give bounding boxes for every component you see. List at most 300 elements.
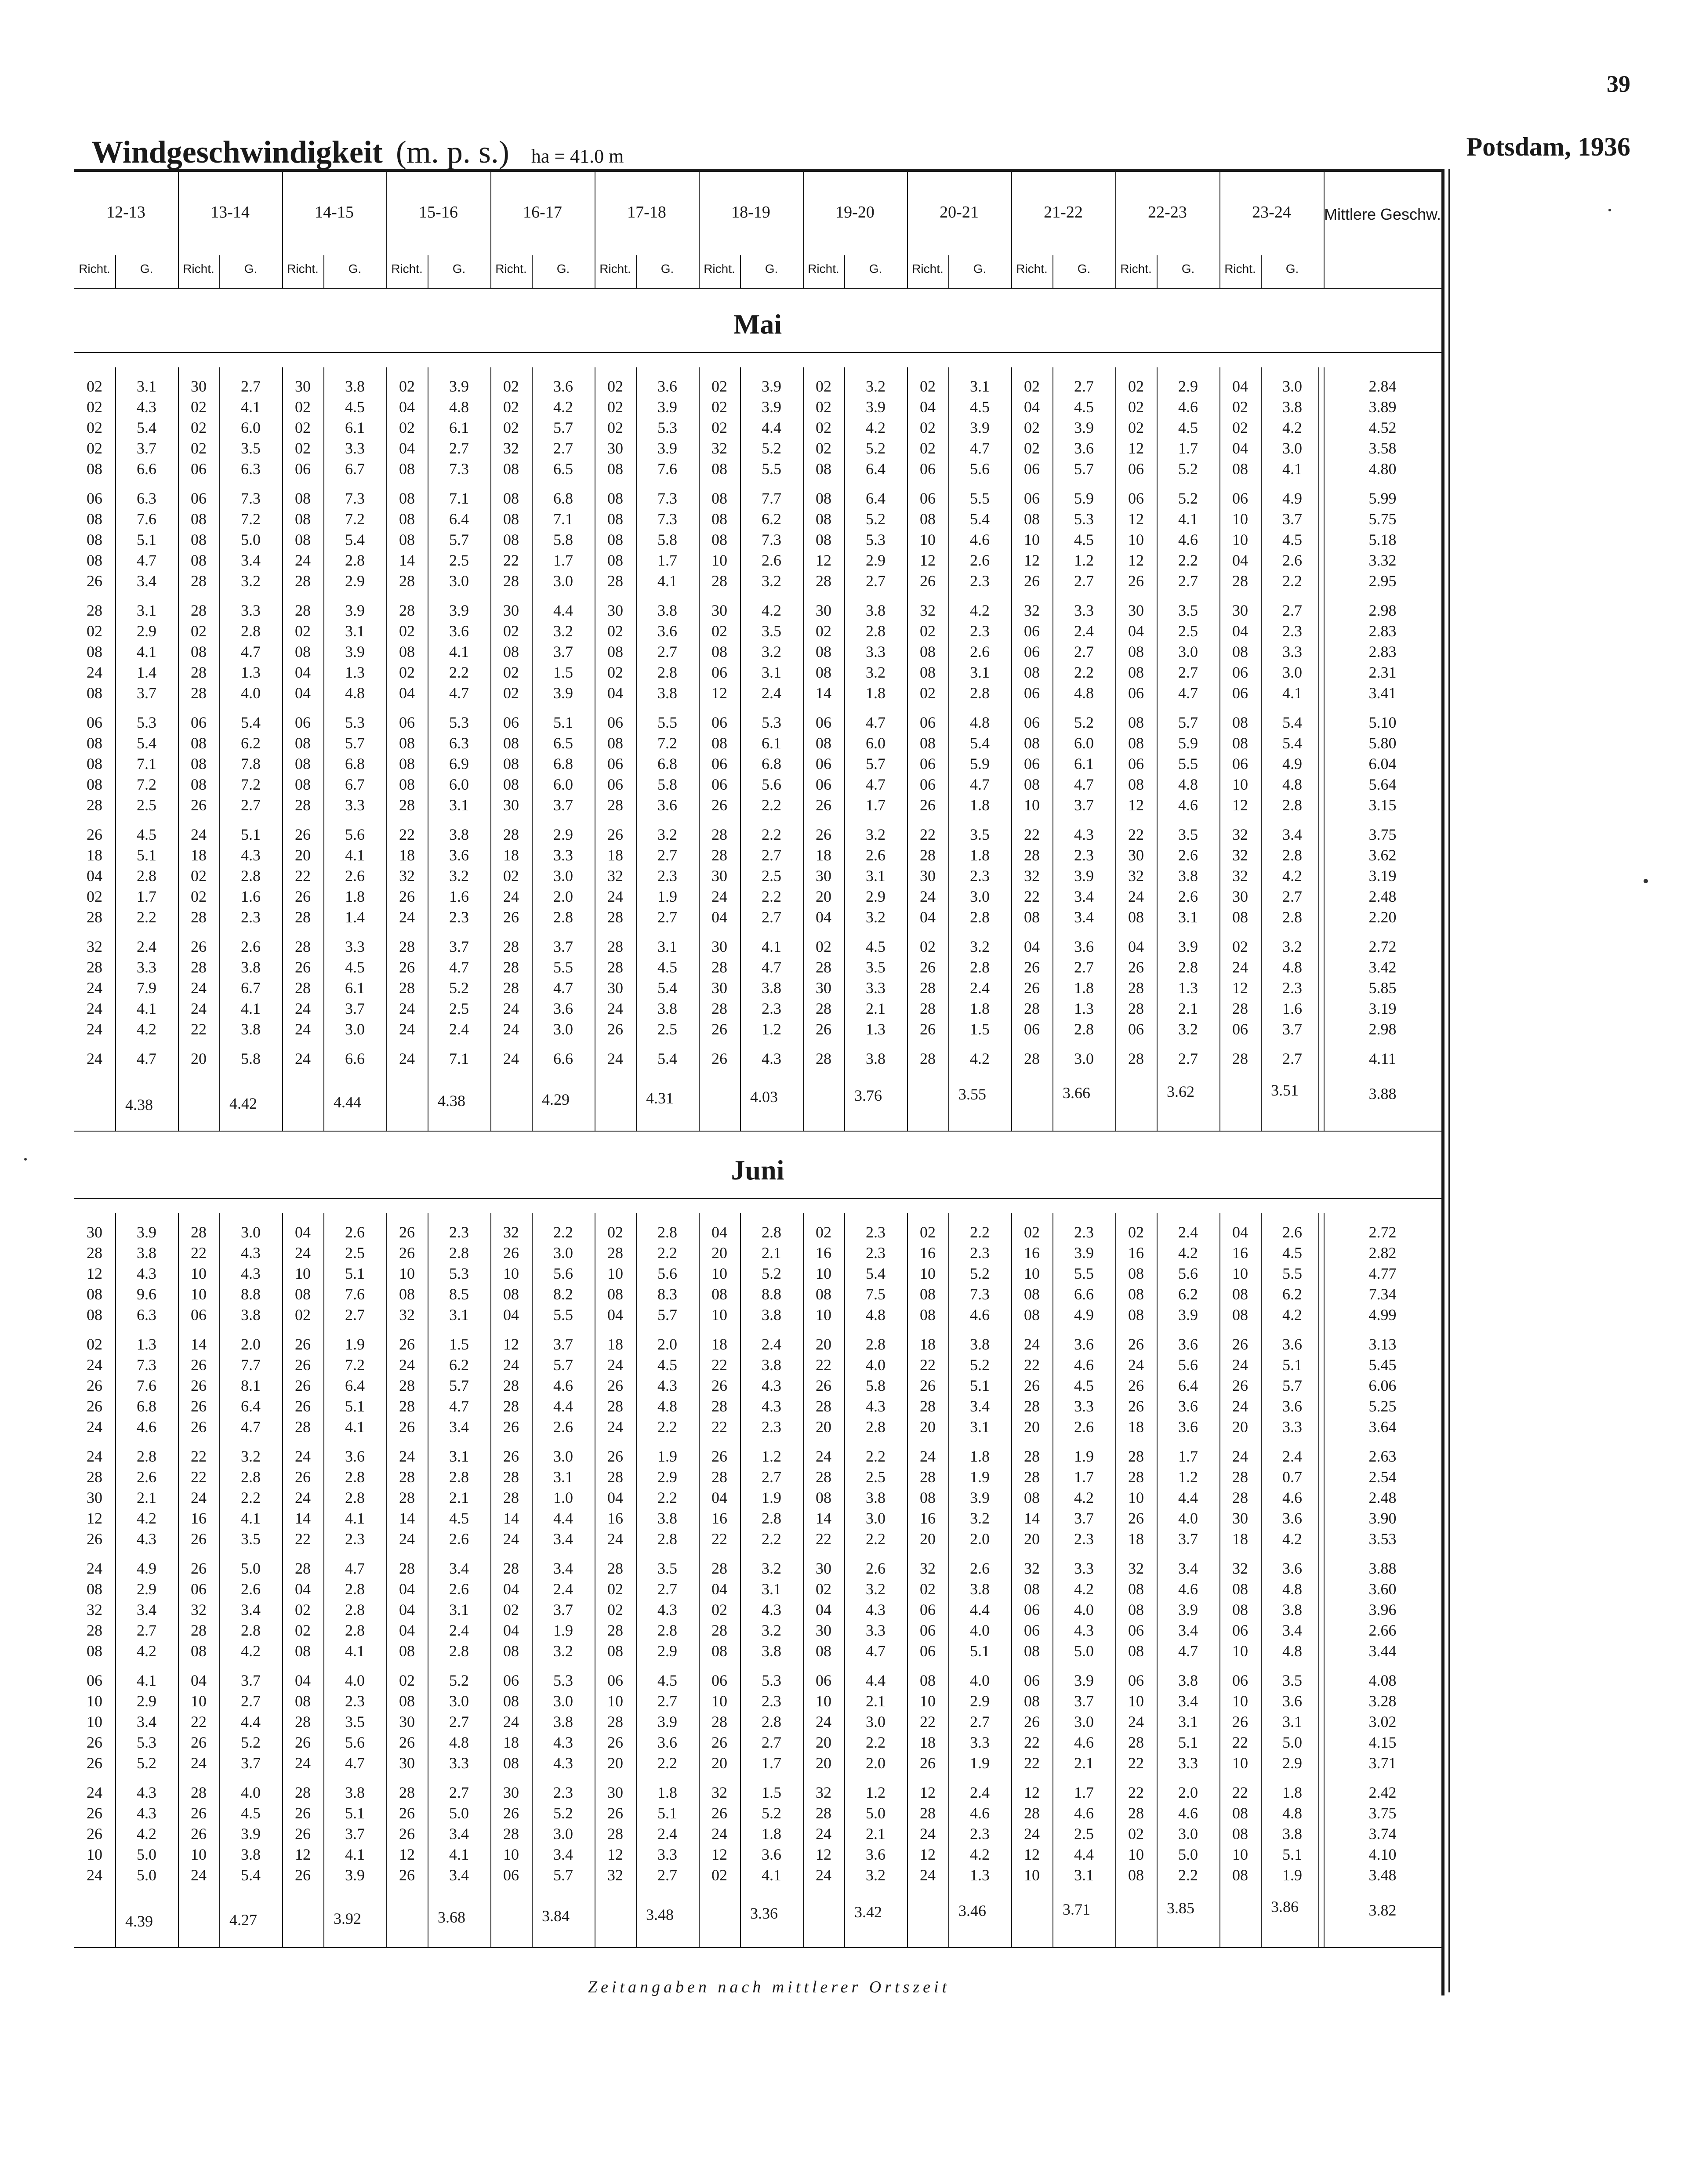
direction-cell: 24 [607, 1050, 623, 1067]
direction-cell: 28 [1232, 1050, 1248, 1067]
rule-line [1011, 1213, 1012, 1947]
direction-cell: 08 10 22 18 26 [920, 1672, 936, 1772]
rule-line [532, 255, 533, 288]
speed-cell: 5.9 5.3 4.5 1.2 2.7 [1074, 490, 1094, 590]
rule-line [282, 1213, 283, 1947]
speed-cell: 2.2 2.7 2.5 2.2 2.7 [762, 826, 781, 926]
direction-cell: 28 26 26 12 26 [399, 1784, 415, 1884]
direction-cell: 18 24 26 28 24 [607, 1335, 623, 1436]
daily-mean-cell: 3.13 5.45 6.06 5.25 3.64 [1368, 1335, 1397, 1436]
speed-cell: 2.9 3.3 3.0 2.0 2.8 [553, 826, 573, 926]
direction-cell: 02 26 28 28 26 [920, 938, 936, 1038]
speed-cell: 3.4 2.4 3.7 1.9 3.2 [553, 1560, 573, 1660]
direction-cell: 28 02 02 28 08 [607, 1560, 623, 1660]
hourly-mean: 3.46 [958, 1902, 986, 1919]
month-title: Juni [731, 1154, 784, 1186]
daily-mean-cell: 5.10 5.80 6.04 5.64 3.15 [1368, 714, 1397, 814]
speed-cell: 3.9 3.6 4.1 2.2 4.7 [449, 602, 469, 702]
direction-cell: 20 [191, 1050, 207, 1067]
direction-cell: 28 28 30 24 26 [607, 938, 623, 1038]
speed-cell: 5.1 6.5 6.8 6.0 3.7 [553, 714, 573, 814]
direction-cell: 04 24 10 08 02 [295, 1223, 311, 1324]
speed-header: G. [1285, 262, 1299, 276]
rule-line [699, 1213, 700, 1947]
rule-line [740, 255, 741, 288]
speed-cell: 3.3 4.2 4.0 4.3 5.0 [1074, 1560, 1094, 1660]
hourly-mean: 3.86 [1271, 1898, 1299, 1916]
richt-header: Richt. [183, 262, 214, 276]
hourly-mean: 3.36 [750, 1905, 778, 1922]
rule-line [636, 367, 637, 1131]
direction-cell: 30 02 08 02 04 [607, 602, 623, 702]
direction-cell: 12 28 24 12 10 [1024, 1784, 1040, 1884]
direction-cell: 02 16 10 08 08 [1024, 1223, 1040, 1324]
speed-cell: 3.1 4.5 3.9 4.7 5.6 [970, 377, 990, 478]
direction-cell: 26 26 26 26 28 [295, 1335, 311, 1436]
speed-cell: 3.2 2.8 2.2 4.1 3.5 [241, 1448, 261, 1548]
direction-cell: 08 08 08 14 28 [399, 490, 415, 590]
rule-line [948, 367, 949, 1131]
speed-cell: 7.3 7.3 5.8 1.7 4.1 [657, 490, 677, 590]
rule-line [1052, 1213, 1053, 1947]
speed-cell: 3.6 2.7 1.8 1.3 2.8 [1074, 938, 1094, 1038]
direction-cell: 28 04 04 04 08 [399, 1560, 415, 1660]
direction-cell: 02 02 02 12 06 [1128, 377, 1144, 478]
direction-cell: 02 02 02 02 08 [87, 377, 102, 478]
overall-mean: 3.88 [1368, 1085, 1397, 1103]
direction-cell: 26 26 10 08 32 [399, 1223, 415, 1324]
direction-cell: 26 24 28 28 26 [399, 1335, 415, 1436]
direction-cell: 28 02 08 24 08 [87, 602, 102, 702]
direction-cell: 02 24 26 26 24 [87, 1335, 102, 1436]
speed-cell: 5.4 6.2 7.8 7.2 2.7 [241, 714, 261, 814]
direction-cell: 04 02 02 04 08 [1232, 377, 1248, 478]
direction-cell: 24 26 24 14 22 [295, 1448, 311, 1548]
hourly-mean: 3.51 [1271, 1081, 1299, 1099]
direction-cell: 26 [711, 1050, 727, 1067]
direction-cell: 04 08 28 26 24 [295, 1672, 311, 1772]
direction-cell: 28 26 28 24 24 [399, 938, 415, 1038]
direction-cell: 24 [399, 1050, 415, 1067]
direction-cell: 26 28 04 16 22 [711, 1448, 727, 1548]
direction-cell: 28 04 02 04 08 [503, 1560, 519, 1660]
direction-cell: 02 08 30 26 30 [399, 1672, 415, 1772]
month-title: Mai [733, 308, 782, 340]
speed-cell: 1.9 7.2 6.4 5.1 4.1 [345, 1335, 365, 1436]
page-title [91, 134, 624, 171]
rule-line [1052, 367, 1053, 1131]
speed-cell: 2.4 3.3 7.9 4.1 4.2 [137, 938, 156, 1038]
speed-cell: 3.5 1.8 2.3 3.0 2.8 [970, 826, 990, 926]
rule-line [323, 255, 324, 288]
direction-cell: 26 18 30 20 04 [816, 826, 831, 926]
hourly-mean: 3.85 [1167, 1899, 1194, 1917]
speed-cell: 4.0 4.5 3.9 3.8 5.4 [241, 1784, 261, 1884]
speed-cell: 3.9 4.8 6.1 2.7 7.3 [449, 377, 469, 478]
speed-cell: 3.5 2.5 3.0 2.7 4.7 [1178, 602, 1198, 702]
speed-cell: 2.9 4.6 4.5 1.7 5.2 [1178, 377, 1198, 478]
rule-line [115, 255, 116, 288]
speed-cell: 3.6 4.2 5.7 2.7 6.5 [553, 377, 573, 478]
rule-line [282, 367, 283, 1131]
speed-cell: 4.2 3.5 3.2 3.1 2.4 [762, 602, 781, 702]
direction-cell: 28 04 02 28 08 [711, 1560, 727, 1660]
speed-cell: 3.7 5.7 4.6 4.4 2.6 [553, 1335, 573, 1436]
hourly-mean: 4.27 [229, 1911, 257, 1929]
print-speck [1608, 209, 1611, 211]
daily-mean-cell: 4.11 [1369, 1050, 1396, 1067]
rule-line [386, 367, 387, 1131]
speed-header: G. [869, 262, 882, 276]
direction-cell: 30 26 28 12 32 [607, 1784, 623, 1884]
direction-cell: 28 [1128, 1050, 1144, 1067]
direction-cell: 06 08 06 08 10 [1024, 714, 1040, 814]
rule-line [1261, 367, 1262, 1131]
hourly-mean: 4.31 [646, 1089, 674, 1107]
rule-line [115, 1213, 116, 1947]
speed-cell: 2.7 [1178, 1050, 1198, 1067]
speed-cell: 4.4 2.1 3.0 2.2 2.0 [866, 1672, 886, 1772]
direction-cell: 06 08 24 18 08 [503, 1672, 519, 1772]
direction-cell: 22 30 32 24 08 [1128, 826, 1144, 926]
richt-header: Richt. [1224, 262, 1256, 276]
speed-cell: 2.7 5.0 3.4 4.1 3.4 [449, 1784, 469, 1884]
direction-cell: 26 20 22 26 28 [295, 826, 311, 926]
rule-line [844, 255, 845, 288]
speed-cell: 4.1 2.9 3.4 5.3 5.2 [137, 1672, 156, 1772]
rule-line [740, 367, 741, 1131]
hourly-mean: 3.68 [438, 1908, 465, 1926]
speed-header: G. [765, 262, 778, 276]
daily-mean-cell: 2.72 2.82 4.77 7.34 4.99 [1368, 1223, 1397, 1324]
direction-cell: 18 22 26 28 20 [920, 1335, 936, 1436]
speed-cell: 2.2 3.0 5.6 8.2 5.5 [553, 1223, 573, 1324]
speed-cell: 5.3 5.7 6.8 6.7 3.3 [345, 714, 365, 814]
speed-header: G. [1077, 262, 1091, 276]
direction-cell: 28 04 02 02 08 [295, 1560, 311, 1660]
speed-cell: 5.0 2.6 3.4 2.8 4.2 [241, 1560, 261, 1660]
speed-cell: 3.8 4.5 6.1 3.3 6.7 [345, 377, 365, 478]
direction-cell: 02 16 10 08 10 [816, 1223, 831, 1324]
daily-mean-cell: 2.42 3.75 3.74 4.10 3.48 [1368, 1784, 1397, 1884]
direction-cell: 22 08 08 10 08 [1232, 1784, 1248, 1884]
speed-cell: 4.2 2.3 2.6 3.1 2.8 [970, 602, 990, 702]
direction-cell: 28 [816, 1050, 831, 1067]
speed-cell: 5.5 7.2 6.8 5.8 3.6 [657, 714, 677, 814]
direction-cell: 04 10 22 26 24 [191, 1672, 207, 1772]
speed-cell: 4.3 2.3 3.9 3.4 3.4 [1074, 826, 1094, 926]
speed-cell: 3.1 2.8 2.1 4.5 2.6 [449, 1448, 469, 1548]
place-year: Potsdam, 1936 [1466, 132, 1630, 161]
direction-cell: 02 28 10 08 04 [607, 1223, 623, 1324]
speed-cell: 3.3 2.4 2.7 2.2 4.8 [1074, 602, 1094, 702]
direction-cell: 24 26 26 10 24 [87, 1784, 102, 1884]
direction-cell: 02 04 02 04 08 [399, 377, 415, 478]
direction-cell: 08 08 08 12 28 [816, 490, 831, 590]
rule-line [907, 367, 908, 1131]
direction-cell: 26 24 26 24 20 [1232, 1335, 1248, 1436]
richt-header: Richt. [287, 262, 319, 276]
direction-cell: 30 04 08 06 06 [1232, 602, 1248, 702]
direction-cell: 24 28 28 30 18 [1232, 1448, 1248, 1548]
rule-line [74, 288, 1441, 289]
direction-cell: 24 28 28 14 24 [399, 1448, 415, 1548]
speed-cell: 2.6 4.5 5.5 6.2 4.2 [1282, 1223, 1302, 1324]
speed-cell: 3.8 5.1 3.7 4.1 3.9 [345, 1784, 365, 1884]
speed-cell: 3.4 2.8 4.2 2.7 2.8 [1282, 826, 1302, 926]
speed-cell: 2.8 2.2 5.6 8.3 5.7 [657, 1223, 677, 1324]
speed-cell: 3.6 4.8 3.8 3.4 4.8 [1282, 1560, 1302, 1660]
direction-cell: 06 08 08 08 28 [87, 714, 102, 814]
speed-cell: 2.7 4.5 3.9 3.6 5.7 [1074, 377, 1094, 478]
rule-line [219, 367, 220, 1131]
rule-line [907, 1213, 908, 1947]
direction-cell: 12 24 28 28 26 [503, 1335, 519, 1436]
speed-cell: 2.6 3.8 4.4 4.0 5.1 [970, 1560, 990, 1660]
hourly-mean: 3.48 [646, 1906, 674, 1923]
direction-cell: 32 08 06 06 08 [1024, 1560, 1040, 1660]
rule-line [1157, 367, 1158, 1131]
richt-header: Richt. [599, 262, 631, 276]
speed-cell: 2.2 2.5 3.8 3.0 2.2 [866, 1448, 886, 1548]
title-main: Windgeschwindigkeit [91, 134, 383, 170]
direction-cell: 22 28 02 10 08 [1128, 1784, 1144, 1884]
daily-mean-cell: 2.84 3.89 4.52 3.58 4.80 [1368, 377, 1397, 478]
direction-cell: 02 04 02 02 06 [1024, 377, 1040, 478]
richt-header: Richt. [912, 262, 944, 276]
richt-header: Richt. [808, 262, 839, 276]
rule-line [115, 367, 116, 1131]
direction-cell: 06 10 24 20 20 [816, 1672, 831, 1772]
speed-cell: 3.2 2.8 2.4 1.8 1.5 [970, 938, 990, 1038]
title-units: (m. p. s.) [396, 134, 509, 170]
direction-cell: 24 08 32 28 08 [87, 1560, 102, 1660]
daily-mean-cell: 2.63 2.54 2.48 3.90 3.53 [1368, 1448, 1397, 1548]
speed-cell: 3.7 5.5 4.7 3.6 3.0 [553, 938, 573, 1038]
speed-header: G. [244, 262, 258, 276]
speed-cell: 3.1 4.5 5.4 3.8 2.5 [657, 938, 677, 1038]
hourly-mean: 3.66 [1063, 1084, 1090, 1102]
speed-cell: 3.9 2.8 1.3 2.1 3.2 [1178, 938, 1198, 1038]
direction-cell: 04 26 28 28 06 [1128, 938, 1144, 1038]
speed-cell: 2.0 7.7 8.1 6.4 4.7 [241, 1335, 261, 1436]
rule-line [1324, 1213, 1325, 1947]
speed-cell: 4.5 2.7 3.9 3.6 2.2 [657, 1672, 677, 1772]
rule-line [740, 1213, 741, 1947]
direction-cell: 06 08 08 08 28 [191, 490, 207, 590]
direction-cell: 26 18 32 24 28 [607, 826, 623, 926]
speed-cell: 3.6 5.6 6.4 3.6 3.6 [1178, 1335, 1198, 1436]
speed-cell: 4.2 [970, 1050, 990, 1067]
hour-header: 22-23 [1148, 203, 1187, 221]
richt-header: Richt. [1016, 262, 1048, 276]
direction-cell: 26 28 24 24 22 [191, 938, 207, 1038]
speed-cell: 3.1 2.9 4.1 1.4 3.7 [137, 602, 156, 702]
rule-line [636, 255, 637, 288]
speed-cell: 5.3 2.3 2.8 2.7 1.7 [762, 1672, 781, 1772]
direction-cell: 06 08 08 08 30 [503, 714, 519, 814]
rule-line [1261, 1213, 1262, 1947]
direction-cell: 02 02 02 32 08 [711, 377, 727, 478]
rule-line [219, 1213, 220, 1947]
speed-cell: 3.8 5.2 5.1 3.4 3.1 [970, 1335, 990, 1436]
speed-cell: 6.8 7.1 5.8 1.7 3.0 [553, 490, 573, 590]
direction-cell: 06 10 10 04 28 [1232, 490, 1248, 590]
hourly-mean: 3.84 [542, 1907, 570, 1925]
speed-cell: 2.3 3.9 5.5 6.6 4.9 [1074, 1223, 1094, 1324]
speed-cell: 2.6 2.5 5.1 7.6 2.7 [345, 1223, 365, 1324]
direction-cell: 22 18 32 26 24 [399, 826, 415, 926]
hourly-mean: 4.29 [542, 1091, 570, 1108]
speed-cell: 3.9 3.1 3.9 1.3 4.8 [345, 602, 365, 702]
direction-cell: 02 16 10 08 08 [920, 1223, 936, 1324]
table-frame-double-line [1448, 169, 1450, 1992]
direction-cell: 26 28 28 14 24 [503, 1448, 519, 1548]
speed-cell: 5.1 4.3 2.8 1.6 2.3 [241, 826, 261, 926]
rule-line [1324, 172, 1325, 288]
rule-line [1318, 1213, 1319, 1947]
direction-cell: 18 22 26 28 22 [711, 1335, 727, 1436]
direction-cell: 28 [920, 1050, 936, 1067]
direction-cell: 02 02 02 32 08 [503, 377, 519, 478]
rule-line [1219, 1213, 1220, 1947]
direction-cell: 28 26 26 10 24 [191, 1784, 207, 1884]
hourly-mean: 3.62 [1167, 1083, 1194, 1100]
hour-header: 13-14 [210, 203, 250, 221]
speed-cell: 4.4 3.2 3.7 1.5 3.9 [553, 602, 573, 702]
speed-header: G. [556, 262, 570, 276]
speed-cell: 3.9 3.8 4.3 9.6 6.3 [137, 1223, 156, 1324]
direction-cell: 06 10 10 26 26 [87, 1672, 102, 1772]
speed-cell: 2.6 3.8 6.7 4.1 3.8 [241, 938, 261, 1038]
speed-cell: 3.8 3.6 2.7 2.8 3.8 [657, 602, 677, 702]
speed-cell: 1.9 1.7 4.2 3.7 2.3 [1074, 1448, 1094, 1548]
direction-cell: 24 18 02 02 28 [191, 826, 207, 926]
speed-cell: 4.5 3.5 3.3 2.1 1.3 [866, 938, 886, 1038]
speed-cell: 3.2 3.9 4.2 5.2 6.4 [866, 377, 886, 478]
speed-cell: 2.6 3.2 4.3 3.3 4.7 [866, 1560, 886, 1660]
speed-cell: 7.1 [449, 1050, 469, 1067]
richt-header: Richt. [1120, 262, 1152, 276]
rule-line [1157, 1213, 1158, 1947]
rule-line [219, 255, 220, 288]
rule-line [803, 367, 804, 1131]
speed-cell: 7.3 7.2 5.4 2.8 2.9 [345, 490, 365, 590]
direction-cell: 06 08 08 08 26 [191, 714, 207, 814]
direction-cell: 24 [87, 1050, 102, 1067]
direction-cell: 32 02 06 06 06 [920, 1560, 936, 1660]
direction-cell: 02 02 02 30 08 [607, 377, 623, 478]
speed-cell: 1.8 5.1 2.4 3.3 2.7 [657, 1784, 677, 1884]
direction-cell: 32 28 24 24 24 [87, 938, 102, 1038]
speed-cell: 3.9 3.7 3.0 4.6 2.1 [1074, 1672, 1094, 1772]
speed-cell: 7.7 6.2 7.3 2.6 3.2 [762, 490, 781, 590]
speed-cell: 4.7 6.0 5.7 4.7 1.7 [866, 714, 886, 814]
direction-cell: 30 02 02 02 06 [191, 377, 207, 478]
speed-cell: 4.9 3.7 4.5 2.6 2.2 [1282, 490, 1302, 590]
direction-cell: 26 18 04 02 28 [87, 826, 102, 926]
speed-cell: 2.0 4.5 4.3 4.8 2.2 [657, 1335, 677, 1436]
speed-cell: 6.6 [553, 1050, 573, 1067]
direction-cell: 30 02 02 02 06 [295, 377, 311, 478]
hour-header: 19-20 [835, 203, 875, 221]
hour-header: 15-16 [419, 203, 458, 221]
speed-cell: 1.5 6.2 5.7 4.7 3.4 [449, 1335, 469, 1436]
speed-cell: 4.5 5.1 2.8 1.7 2.2 [137, 826, 156, 926]
direction-cell: 32 28 24 12 24 [816, 1784, 831, 1884]
speed-cell: 3.8 3.4 3.1 5.1 3.3 [1178, 1672, 1198, 1772]
speed-cell: 1.2 5.0 2.1 3.6 3.2 [866, 1784, 886, 1884]
speed-cell: 1.7 1.2 4.4 4.0 3.7 [1178, 1448, 1198, 1548]
speed-cell: 3.7 2.7 4.4 5.2 3.7 [241, 1672, 261, 1772]
speed-cell: 3.2 2.6 3.1 2.9 3.2 [866, 826, 886, 926]
richt-header: Richt. [391, 262, 423, 276]
print-speck [1644, 879, 1648, 883]
direction-cell: 02 16 08 08 08 [1128, 1223, 1144, 1324]
speed-cell: 3.2 3.1 4.3 3.2 3.8 [762, 1560, 781, 1660]
speed-cell: 5.3 5.4 7.1 7.2 2.5 [137, 714, 156, 814]
rule-line [178, 172, 179, 288]
direction-cell: 32 06 06 08 06 [1024, 602, 1040, 702]
direction-cell: 06 10 28 26 20 [711, 1672, 727, 1772]
hourly-mean: 3.71 [1063, 1901, 1090, 1918]
direction-cell: 24 28 30 12 26 [87, 1448, 102, 1548]
hour-header: 20-21 [940, 203, 979, 221]
speed-cell: 3.2 4.8 2.3 1.6 3.7 [1282, 938, 1302, 1038]
direction-cell: 24 [503, 1050, 519, 1067]
direction-cell: 32 08 08 06 08 [1128, 1560, 1144, 1660]
richt-header: Richt. [495, 262, 527, 276]
speed-header: G. [973, 262, 987, 276]
speed-cell: 5.8 [241, 1050, 261, 1067]
direction-cell: 20 22 26 28 20 [816, 1335, 831, 1436]
direction-cell: 04 26 26 28 06 [1024, 938, 1040, 1038]
hourly-mean: 3.55 [958, 1085, 986, 1103]
direction-cell: 30 04 08 08 06 [1128, 602, 1144, 702]
rule-line [1219, 367, 1220, 1131]
rule-line [1324, 367, 1325, 1131]
daily-mean-cell: 3.75 3.62 3.19 2.48 2.20 [1368, 826, 1397, 926]
direction-cell: 30 02 04 30 08 [816, 1560, 831, 1660]
speed-header: G. [140, 262, 153, 276]
direction-cell: 32 32 32 30 08 [1232, 826, 1248, 926]
speed-cell: 5.3 6.3 6.9 6.0 3.1 [449, 714, 469, 814]
daily-mean-cell: 2.98 2.83 2.83 2.31 3.41 [1368, 602, 1397, 702]
direction-cell: 32 08 08 06 10 [1232, 1560, 1248, 1660]
direction-cell: 08 08 08 24 28 [295, 490, 311, 590]
direction-cell: 06 08 06 06 26 [711, 714, 727, 814]
month-rule [74, 352, 1441, 353]
rule-line [323, 1213, 324, 1947]
speed-cell: 3.0 3.8 4.2 3.0 4.1 [1282, 377, 1302, 478]
direction-cell: 06 10 24 28 22 [1128, 1672, 1144, 1772]
direction-cell: 30 02 08 02 02 [503, 602, 519, 702]
direction-cell: 30 02 08 08 14 [816, 602, 831, 702]
speed-cell: 5.5 5.4 4.6 2.6 2.3 [970, 490, 990, 590]
speed-cell: 1.9 2.9 2.2 3.8 2.8 [657, 1448, 677, 1548]
speed-cell: 2.7 [1282, 1050, 1302, 1067]
speed-cell: 1.2 2.7 1.9 2.8 2.2 [762, 1448, 781, 1548]
rule-line [948, 255, 949, 288]
rule-line [1115, 172, 1116, 288]
direction-cell: 02 24 12 28 06 [1232, 938, 1248, 1038]
speed-cell: 7.3 7.2 5.0 3.4 3.2 [241, 490, 261, 590]
direction-cell: 28 28 28 24 24 [503, 938, 519, 1038]
rule-line [532, 367, 533, 1131]
speed-cell: 3.3 2.8 4.7 1.3 4.0 [241, 602, 261, 702]
rule-line [490, 367, 491, 1131]
speed-cell: 3.9 3.9 4.4 5.2 5.5 [762, 377, 781, 478]
